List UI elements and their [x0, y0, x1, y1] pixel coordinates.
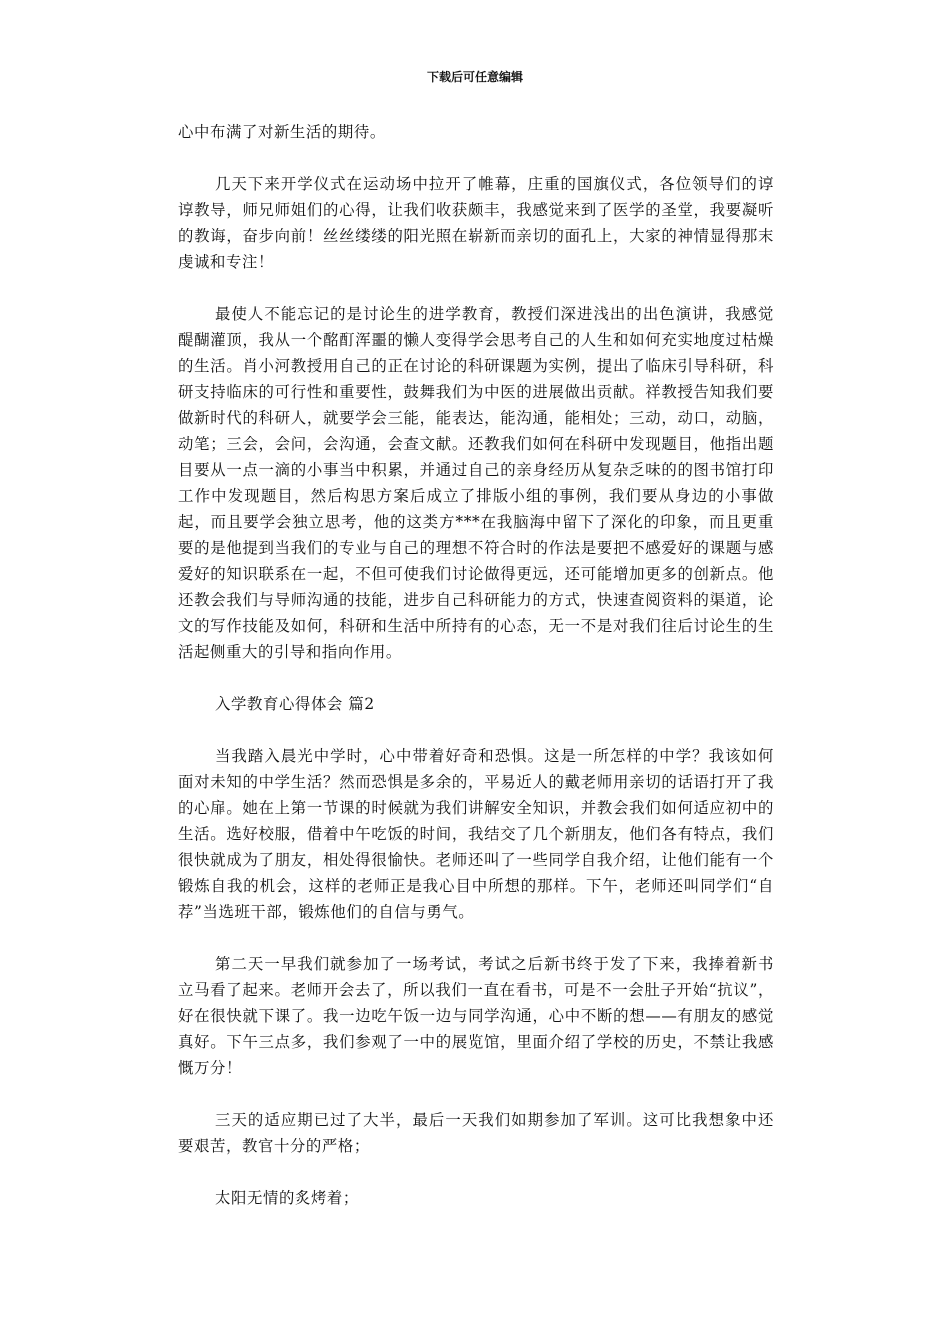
section-heading: 入学教育心得体会 篇2 [215, 695, 375, 713]
paragraph-first-day: 当我踏入晨光中学时，心中带着好奇和恐惧。这是一所怎样的中学？我该如何面对未知的中学生活？然而恐惧是多余的，平易近人的戴老师用亲切的话语打开了我的心扉。她在上第一节课的时候就为我们讲解安全知识，并教会我们如何适应初中的生活。选好校服，借着中午吃饭的时间，我结交了几个新朋友，他们各有特点，我们很快就成为了朋友，相处得很愉快。老师还叫了一些同学自我介绍，让他们能有一个锻炼自我的机会，这样的老师正是我心目中所想的那样。下午，老师还叫同学们“自荐”当选班干部，锻炼他们的自信与勇气。 [178, 747, 774, 921]
paragraph-continuation: 心中布满了对新生活的期待。 [178, 123, 386, 141]
paragraph-opening-ceremony: 几天下来开学仪式在运动场中拉开了帷幕，庄重的国旗仪式，各位领导们的谆谆教导，师兄师姐们的心得，让我们收获颇丰，我感觉来到了医学的圣堂，我要凝听的教诲，奋步向前！丝丝缕缕的阳光照在崭新而亲切的面孔上，大家的神情显得那末虔诚和专注！ [178, 175, 774, 271]
paragraph-military-training: 三天的适应期已过了大半，最后一天我们如期参加了军训。这可比我想象中还要艰苦，教官十分的严格； [178, 1111, 774, 1155]
document-body [178, 119, 774, 1237]
paragraph-sun: 太阳无情的炙烤着； [215, 1189, 359, 1207]
paragraph-graduate-education: 最使人不能忘记的是讨论生的进学教育，教授们深进浅出的出色演讲，我感觉醍醐灌顶，我从一个酩酊浑噩的懒人变得学会思考自己的人生和如何充实地度过枯燥的生活。肖小河教授用自己的正在讨论的科研课题为实例，提出了临床引导科研，科研支持临床的可行性和重要性，鼓舞我们为中医的进展做出贡献。祥教授告知我们要做新时代的科研人，就要学会三能，能表达，能沟通，能相处；三动，动口，动脑，动笔；三会，会问，会沟通，会查文献。还教我们如何在科研中发现题目，他指出题目要从一点一滴的小事当中积累，并通过自己的亲身经历从复杂乏味的的图书馆打印工作中发现题目，然后构思方案后成立了排版小组的事例，我们要从身边的小事做起，而且要学会独立思考，他的这类方***在我脑海中留下了深化的印象，而且更重要的是他提到当我们的专业与自己的理想不符合时的作法是要把不感爱好的课题与感爱好的知识联系在一起，不但可使我们讨论做得更远，还可能增加更多的创新点。他还教会我们与导师沟通的技能，进步自己科研能力的方式，快速查阅资料的渠道，论文的写作技能及如何，科研和生活中所持有的心态，无一不是对我们往后讨论生的生活起侧重大的引导和指向作用。 [178, 305, 774, 661]
paragraph-second-day: 第二天一早我们就参加了一场考试，考试之后新书终于发了下来，我捧着新书立马看了起来。老师开会去了，所以我们一直在看书，可是不一会肚子开始“抗议”，好在很快就下课了。我一边吃午饭一边与同学沟通，心中不断的想——有朋友的感觉真好。下午三点多，我们参观了一中的展览馆，里面介绍了学校的历史，不禁让我感慨万分！ [178, 955, 774, 1077]
page-header-note: 下载后可任意编辑 [426, 70, 523, 84]
